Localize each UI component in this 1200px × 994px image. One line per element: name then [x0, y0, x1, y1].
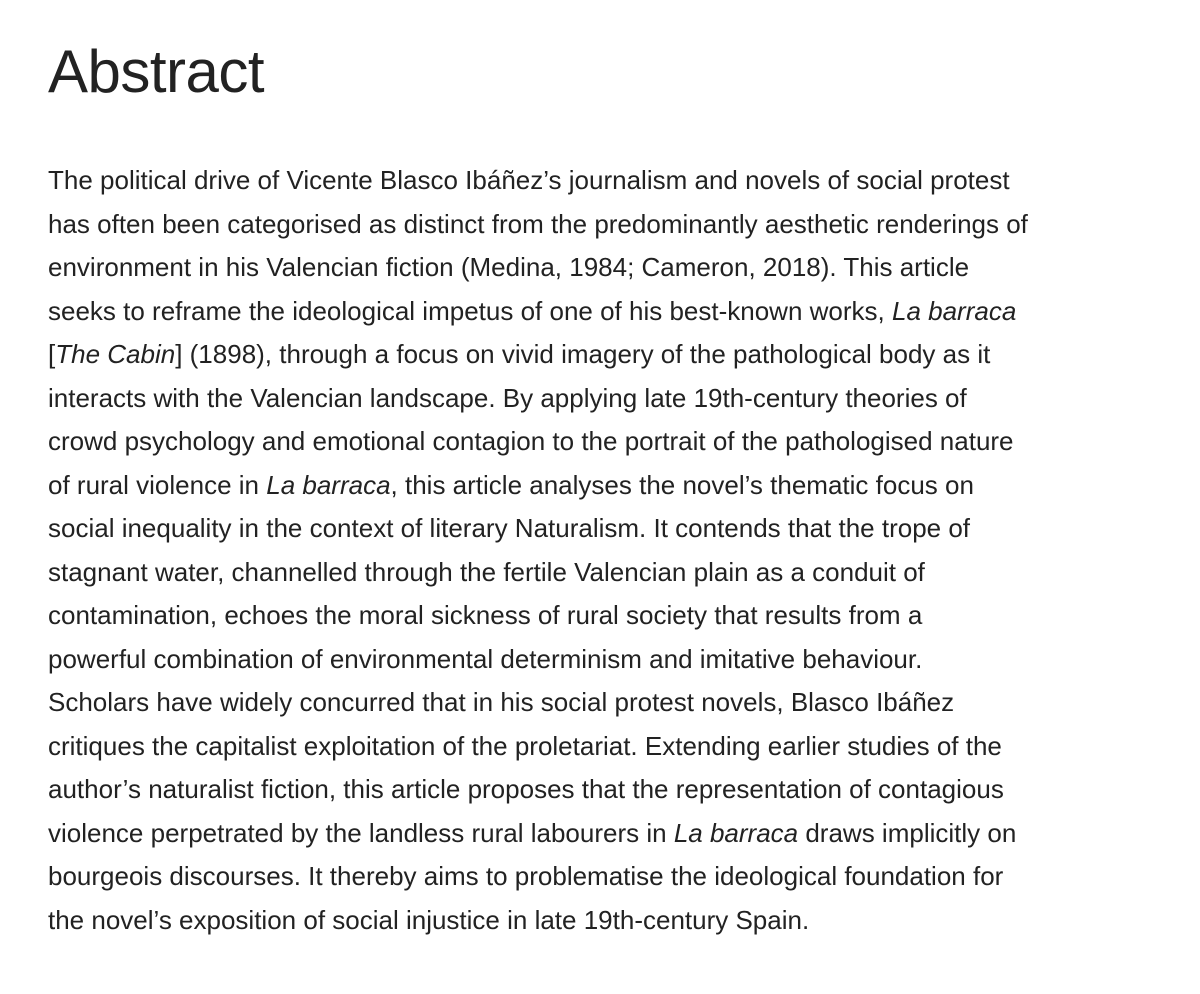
text-run: bourgeois discourses. It thereby aims to problematise the ideological foundation for	[48, 861, 1004, 891]
text-run: interacts with the Valencian landscape. By applying late 19th-century theories of	[48, 382, 967, 413]
text-run: The political drive of Vicente Blasco Ibáñez’s journalism and novels of social protest	[48, 165, 1010, 195]
text-run: draws implicitly on	[798, 817, 1017, 848]
text-run: seeks to reframe the ideological impetus of one of his best-known works,	[48, 295, 892, 326]
abstract-line	[48, 290, 1163, 334]
text-run: of rural violence in	[48, 469, 267, 500]
abstract-line	[48, 333, 1163, 377]
abstract-line	[48, 681, 1163, 725]
text-run: social inequality in the context of literary Naturalism. It contends that the trope of	[48, 513, 971, 543]
abstract-line	[48, 594, 1163, 638]
italic-title-la-barraca: La barraca	[891, 295, 1017, 326]
text-run: critiques the capitalist exploitation of the proletariat. Extending earlier studies of the	[48, 730, 1002, 761]
text-run: environment in his Valencian fiction (Medina, 1984; Cameron, 2018). This article	[48, 252, 970, 282]
abstract-line	[48, 159, 1163, 203]
text-run: crowd psychology and emotional contagion to the portrait of the pathologised nature	[48, 426, 1014, 456]
abstract-line	[48, 464, 1163, 508]
text-run: author’s naturalist fiction, this article proposes that the representation of contagious	[48, 774, 1004, 804]
abstract-line	[48, 420, 1163, 464]
abstract-line	[48, 899, 1163, 943]
abstract-line	[48, 246, 1163, 290]
text-run: has often been categorised as distinct from the predominantly aesthetic renderings of	[48, 208, 1028, 239]
text-run: , this article analyses the novel’s thematic focus on	[390, 469, 974, 500]
text-run: violence perpetrated by the landless rural labourers in	[48, 817, 674, 848]
abstract-line	[48, 768, 1163, 812]
abstract-line	[48, 638, 1163, 682]
abstract-line	[48, 812, 1163, 856]
text-run: contamination, echoes the moral sickness of rural society that results from a	[48, 600, 923, 630]
italic-title-la-barraca: La barraca	[673, 817, 799, 848]
abstract-heading: Abstract	[48, 38, 265, 105]
abstract-line	[48, 725, 1163, 769]
abstract-section	[48, 0, 1163, 942]
abstract-line	[48, 203, 1163, 247]
text-run: [	[48, 339, 56, 369]
text-run: Scholars have widely concurred that in his social protest novels, Blasco Ibáñez	[48, 687, 955, 717]
abstract-line	[48, 551, 1163, 595]
text-run: powerful combination of environmental determinism and imitative behaviour.	[48, 643, 923, 674]
text-run: ] (1898), through a focus on vivid imagery of the pathological body as it	[175, 339, 991, 369]
abstract-paragraph	[48, 159, 1163, 942]
text-run: stagnant water, channelled through the fertile Valencian plain as a conduit of	[48, 556, 925, 587]
abstract-line	[48, 507, 1163, 551]
italic-title-the-cabin: The Cabin	[55, 339, 176, 369]
abstract-line	[48, 855, 1163, 899]
italic-title-la-barraca: La barraca	[266, 469, 391, 500]
text-run: the novel’s exposition of social injustice in late 19th-century Spain.	[48, 904, 810, 935]
abstract-line	[48, 377, 1163, 421]
